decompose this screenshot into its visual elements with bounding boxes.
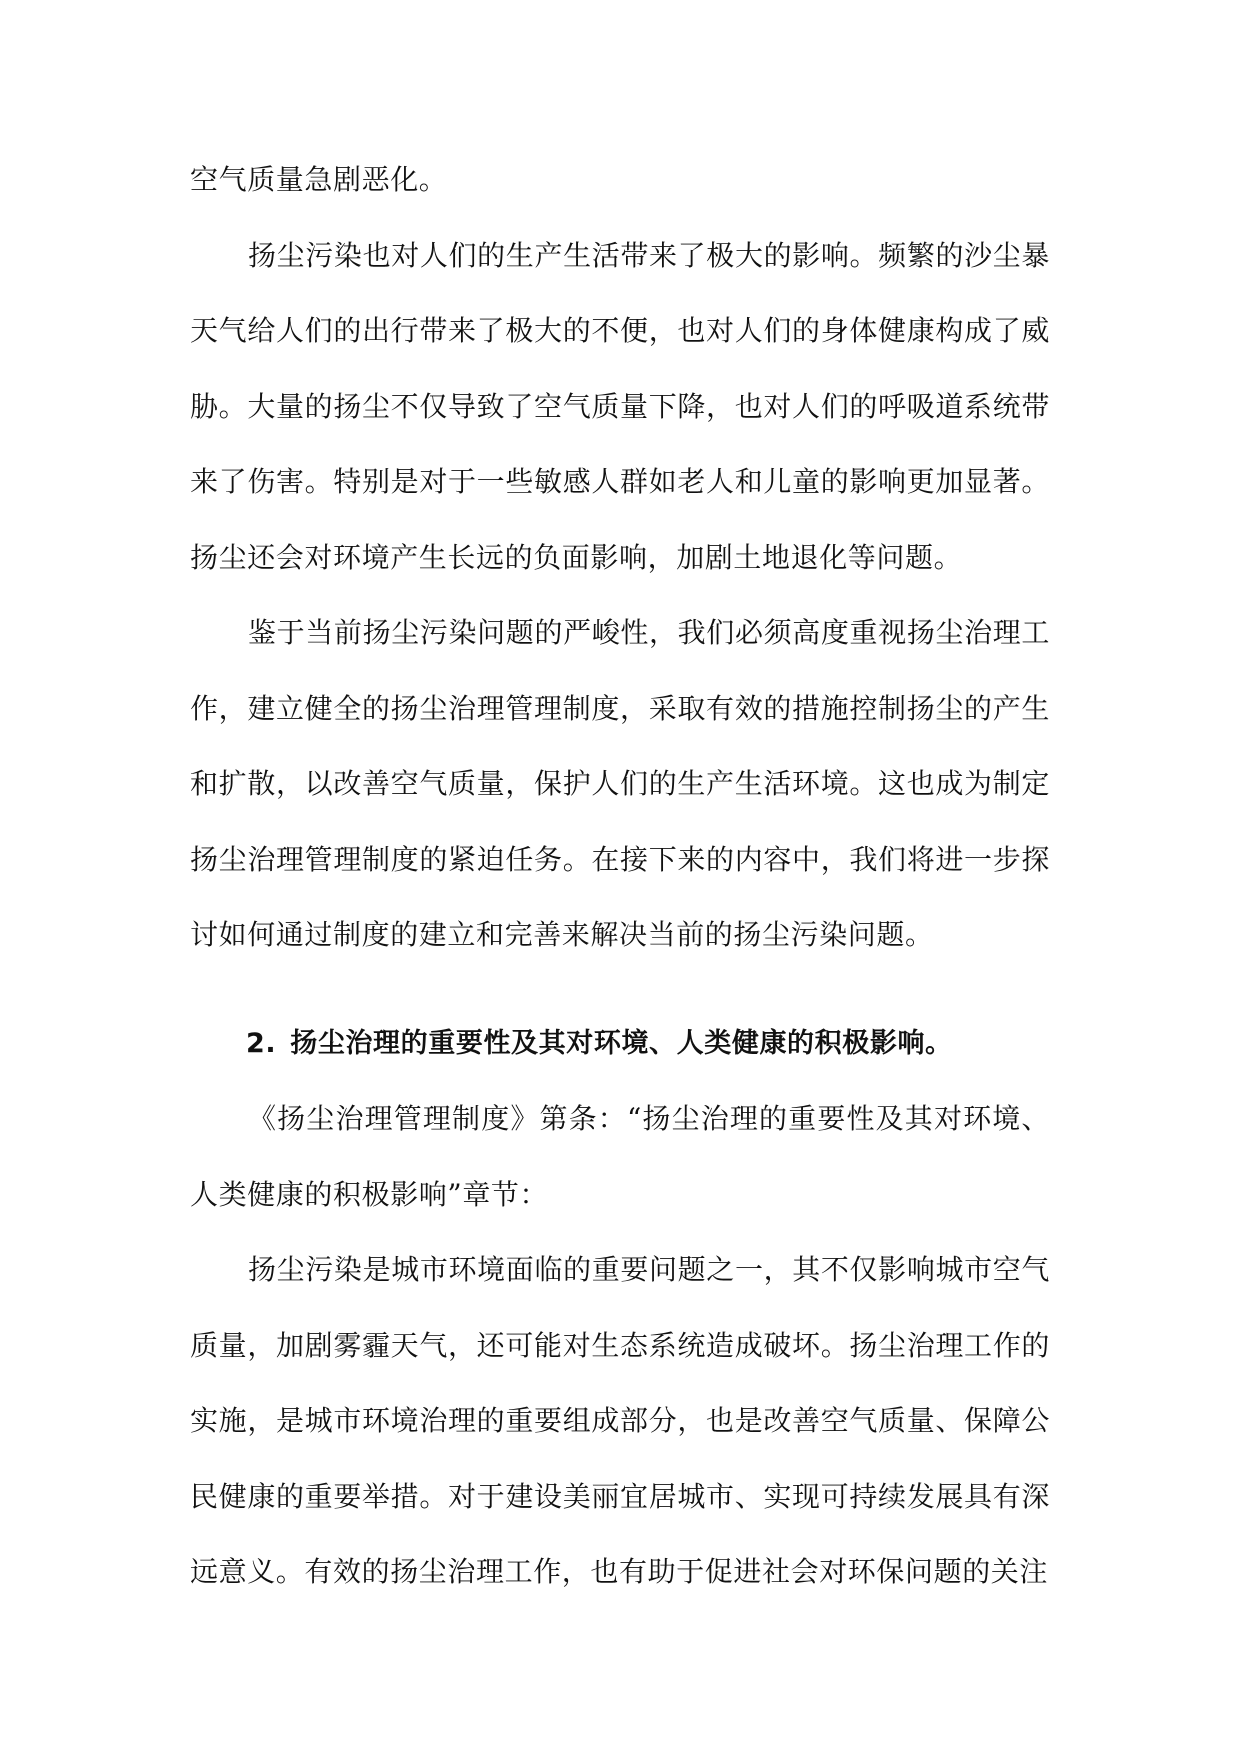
section-number: 2. xyxy=(246,1027,277,1059)
paragraph-continuation: 空气质量急剧恶化。 xyxy=(190,163,448,196)
document-body xyxy=(190,142,1050,1610)
paragraph-importance: 扬尘污染是城市环境面临的重要问题之一，其不仅影响城市空气质量，加剧雾霾天气，还可能对生态系统造成破坏。扬尘治理工作的实施，是城市环境治理的重要组成部分，也是改善空气质量、保障公民健康的重要举措。对于建设美丽宜居城市、实现可持续发展具有深远意义。有效的扬尘治理工作，也有助于促进社会对环保问题的关注 xyxy=(190,1253,1050,1588)
section-title: 扬尘治理的重要性及其对环境、人类健康的积极影响。 xyxy=(290,1027,953,1059)
paragraph-dust-impact: 扬尘污染也对人们的生产生活带来了极大的影响。频繁的沙尘暴天气给人们的出行带来了极大的不便，也对人们的身体健康构成了威胁。大量的扬尘不仅导致了空气质量下降，也对人们的呼吸道系统带来了伤害。特别是对于一些敏感人群如老人和儿童的影响更加显著。扬尘还会对环境产生长远的负面影响，加剧土地退化等问题。 xyxy=(190,238,1050,574)
paragraph-chapter-intro: 《扬尘治理管理制度》第条：“扬尘治理的重要性及其对环境、人类健康的积极影响”章节： xyxy=(190,1102,1050,1211)
paragraph-governance-need: 鉴于当前扬尘污染问题的严峻性，我们必须高度重视扬尘治理工作，建立健全的扬尘治理管理制度，采取有效的措施控制扬尘的产生和扩散，以改善空气质量，保护人们的生产生活环境。这也成为制定扬尘治理管理制度的紧迫任务。在接下来的内容中，我们将进一步探讨如何通过制度的建立和完善来解决当前的扬尘污染问题。 xyxy=(190,616,1050,951)
section-heading xyxy=(190,1006,1050,1082)
